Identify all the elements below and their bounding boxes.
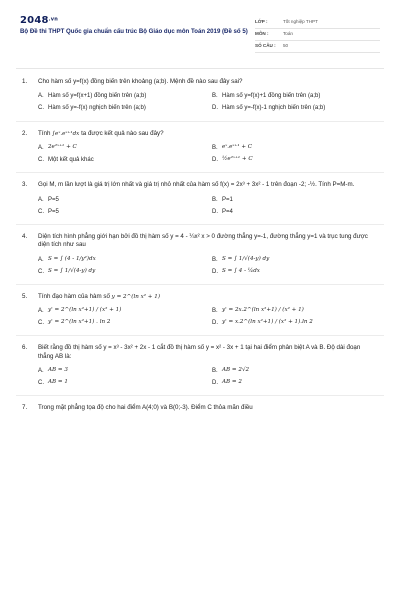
option-key: C. — [38, 157, 44, 164]
stem-text: Tính — [38, 129, 51, 137]
stem-formula: y = 2^(ln x² + 1) — [111, 293, 161, 300]
question-number: 2. — [22, 129, 28, 137]
option-d[interactable] — [212, 104, 376, 112]
option-text: AB = 2 — [222, 379, 242, 386]
option-text: Hàm số y=f(x)+1 đồng biến trên (a;b) — [222, 93, 321, 100]
question-stem: Biết rằng đồ thị hàm số y = x³ - 3x² + 2x - 1 cắt đồ thị hàm số y = x² - 3x + 1 tại hai điểm phân biệt A và B. Độ dài đoạn thẳng AB là: — [38, 344, 361, 360]
option-text: ½e²ˣ⁺¹ + C — [222, 156, 253, 163]
option-a[interactable] — [38, 144, 202, 152]
answer-options — [38, 307, 376, 327]
option-key: C. — [38, 268, 44, 275]
meta-subject-row — [255, 29, 380, 41]
option-key: A. — [38, 256, 44, 263]
meta-class-value: Tốt nghiệp THPT — [283, 19, 318, 25]
option-text: AB = 3 — [48, 367, 68, 374]
option-text: S = ∫ 4 - ¼dx — [222, 267, 260, 274]
option-a[interactable] — [38, 307, 202, 315]
header-divider — [16, 68, 384, 69]
option-text: Hàm số y=-f(x)-1 nghịch biến trên (a;b) — [222, 105, 326, 112]
meta-count-label: SỐ CÂU : — [255, 43, 276, 49]
option-c[interactable] — [38, 268, 202, 276]
option-a[interactable] — [38, 256, 202, 264]
question-stem — [38, 293, 376, 302]
option-a[interactable] — [38, 196, 202, 204]
answer-options — [38, 256, 376, 276]
option-key: D. — [212, 105, 218, 112]
option-a[interactable] — [38, 92, 202, 100]
option-text: AB = 2√2 — [222, 367, 250, 374]
meta-subject-label: MÔN : — [255, 31, 269, 37]
option-key: D. — [212, 157, 218, 164]
question-separator — [16, 172, 384, 173]
stem-formula: ∫eˣ.eˣ⁺¹dx — [52, 130, 80, 137]
option-key: B. — [212, 196, 218, 203]
option-text: Hàm số y=-f(x) nghịch biến trên (a;b) — [48, 105, 146, 112]
option-text: Một kết quả khác — [48, 157, 94, 164]
option-b[interactable] — [212, 367, 376, 375]
option-text: eˣ.eˣ⁺¹ + C — [222, 144, 253, 151]
option-key: A. — [38, 308, 44, 315]
option-text: AB = 1 — [48, 379, 68, 386]
option-d[interactable] — [212, 208, 376, 216]
meta-class-label: LỚP : — [255, 19, 268, 25]
option-b[interactable] — [212, 307, 376, 315]
option-text: 2e²ˣ⁺¹ + C — [48, 144, 77, 151]
option-key: C. — [38, 380, 44, 387]
option-d[interactable] — [212, 319, 376, 327]
option-text: S = ∫ (4 - 1/y²)dx — [48, 255, 96, 262]
brand-logo[interactable] — [20, 14, 58, 28]
stem-tail: ta được kết quả nào sau đây? — [81, 129, 164, 137]
option-text: y' = 2^(ln x²+1) / (x² + 1) — [48, 307, 122, 314]
question-4 — [0, 233, 400, 276]
question-2 — [0, 130, 400, 165]
option-key: D. — [212, 268, 218, 275]
option-b[interactable] — [212, 256, 376, 264]
option-c[interactable] — [38, 208, 202, 216]
option-d[interactable] — [212, 379, 376, 387]
question-number: 1. — [22, 78, 28, 85]
question-number: 3. — [22, 181, 28, 189]
question-separator — [16, 224, 384, 225]
option-key: B. — [212, 368, 218, 375]
option-c[interactable] — [38, 379, 202, 387]
option-key: B. — [212, 145, 218, 152]
option-key: D. — [212, 380, 218, 387]
question-number: 7. — [22, 404, 28, 412]
option-b[interactable] — [212, 92, 376, 100]
question-6 — [0, 344, 400, 387]
option-b[interactable] — [212, 196, 376, 204]
option-key: A. — [38, 196, 44, 203]
option-key: C. — [38, 105, 44, 112]
question-separator — [16, 121, 384, 122]
meta-count-row — [255, 41, 380, 53]
logo-suffix: .vn — [48, 16, 58, 23]
option-key: B. — [212, 256, 218, 263]
option-b[interactable] — [212, 144, 376, 152]
option-text: S = ∫ 1/√(4-y) dy — [222, 255, 270, 262]
stem-text: Tính đạo hàm của hàm số — [38, 292, 110, 300]
question-stem — [38, 130, 376, 139]
option-key: B. — [212, 93, 218, 100]
option-text: P=4 — [222, 208, 233, 215]
option-text: y' = x.2^(ln x²+1) / (x² + 1).ln 2 — [222, 319, 313, 326]
question-stem: Cho hàm số y=f(x) đồng biến trên khoảng (a;b). Mệnh đề nào sau đây sai? — [38, 78, 243, 85]
question-stem: Diện tích hình phẳng giới hạn bởi đồ thị hàm số y = 4 - ¼x² x > 0 đường thẳng y=-1, đường thẳng y=1 và trục tung được diện tích như sau — [38, 232, 368, 249]
answer-options — [38, 367, 376, 387]
option-d[interactable] — [212, 268, 376, 276]
option-key: A. — [38, 145, 44, 152]
option-text: P=5 — [48, 208, 59, 215]
option-key: B. — [212, 308, 218, 315]
option-key: D. — [212, 320, 218, 327]
option-key: C. — [38, 208, 44, 215]
question-stem: Gọi M, m lần lượt là giá trị lớn nhất và giá trị nhỏ nhất của hàm số f(x) = 2x³ + 3x² - 1 trên đoạn -2; -½. Tính P=M-m. — [38, 181, 355, 189]
option-key: D. — [212, 208, 218, 215]
answer-options — [38, 144, 376, 164]
question-stem: Trong mặt phẳng tọa độ cho hai điểm A(4;0) và B(0;-3). Điểm C thỏa mãn điều — [38, 404, 253, 412]
exam-header — [0, 0, 400, 64]
option-c[interactable] — [38, 319, 202, 327]
option-key: A. — [38, 93, 44, 100]
meta-class-row — [255, 17, 380, 29]
question-separator — [16, 395, 384, 396]
option-key: C. — [38, 320, 44, 327]
option-text: P=1 — [222, 196, 233, 203]
question-5 — [0, 293, 400, 328]
option-text: y' = 2x.2^(ln x²+1) / (x² + 1) — [222, 307, 304, 314]
meta-count-value: 50 — [283, 43, 289, 49]
option-text: S = ∫ 1/√(4-y) dy — [48, 267, 96, 274]
meta-subject-value: Toán — [283, 31, 293, 37]
option-d[interactable] — [212, 156, 376, 164]
answer-options — [38, 92, 376, 112]
option-a[interactable] — [38, 367, 202, 375]
question-number: 6. — [22, 344, 28, 352]
exam-title: Bộ Đề thi THPT Quốc gia chuẩn cấu trúc Bộ Giáo dục môn Toán 2019 (Đề số 5) — [20, 28, 248, 35]
logo-text: 2048 — [20, 15, 49, 26]
option-text: Hàm số y=f(x+1) đồng biến trên (a;b) — [48, 93, 147, 100]
option-c[interactable] — [38, 156, 202, 164]
exam-meta — [255, 17, 380, 53]
question-7 — [0, 404, 400, 412]
option-text: P=5 — [48, 196, 59, 203]
answer-options — [38, 196, 376, 216]
question-separator — [16, 335, 384, 336]
option-key: A. — [38, 368, 44, 375]
question-separator — [16, 284, 384, 285]
question-list — [0, 78, 400, 421]
option-c[interactable] — [38, 104, 202, 112]
question-3 — [0, 181, 400, 216]
question-1 — [0, 78, 400, 113]
question-number: 4. — [22, 232, 28, 240]
option-text: y' = 2^(ln x²+1) . ln 2 — [48, 319, 111, 326]
question-number: 5. — [22, 292, 28, 300]
